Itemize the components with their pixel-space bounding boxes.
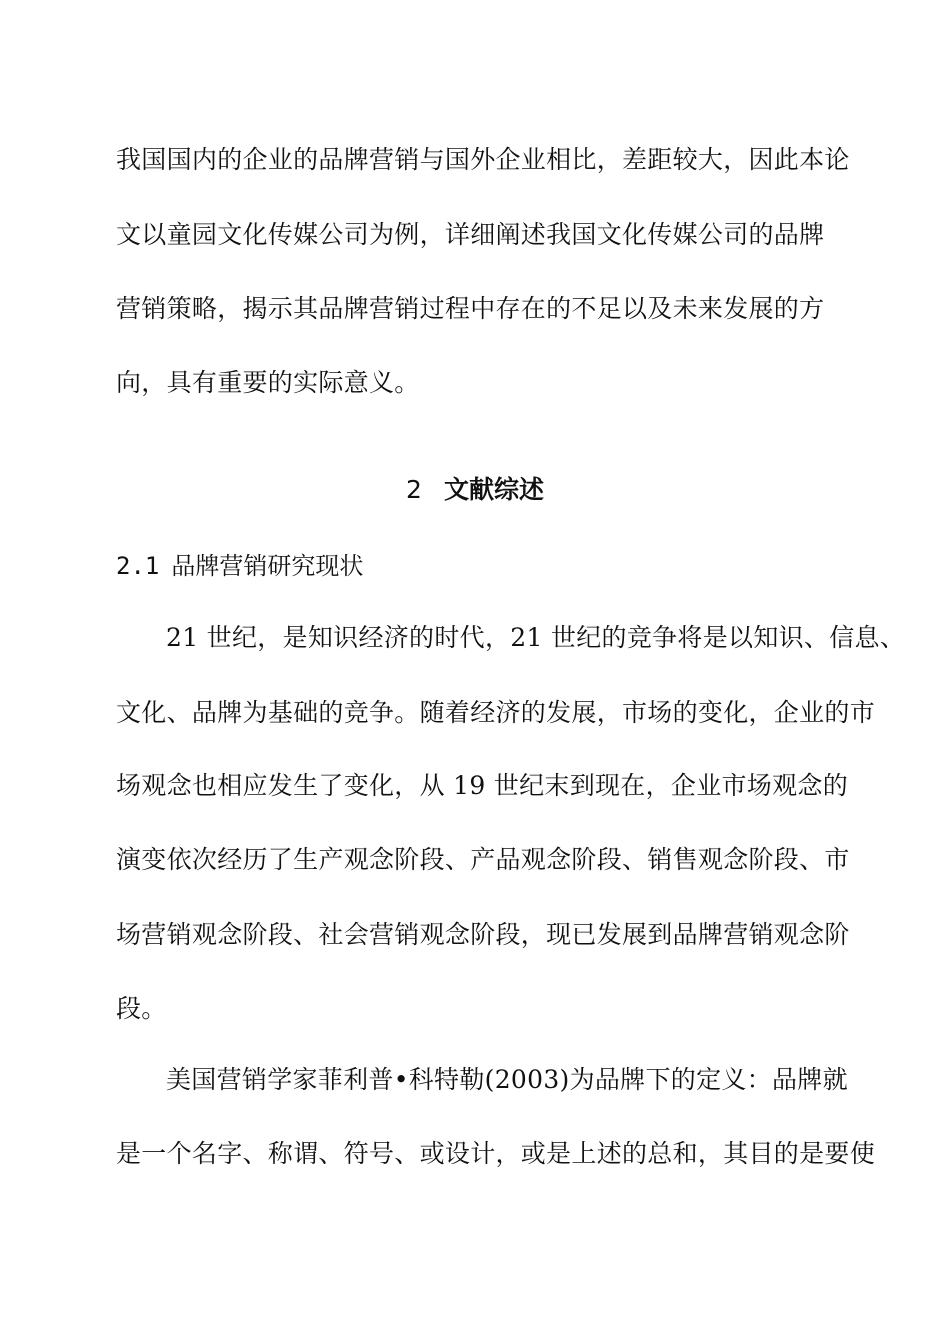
paragraph1-line-3: 场观念也相应发生了变化，从 19 世纪末到现在，企业市场观念的 [116, 771, 849, 800]
paragraph2-line-2: 是一个名字、称谓、符号、或设计，或是上述的总和，其目的是要使 [116, 1139, 876, 1168]
paragraph1-line-2: 文化、品牌为基础的竞争。随着经济的发展，市场的变化，企业的市 [116, 698, 876, 727]
paragraph1-line-1: 21 世纪，是知识经济的时代，21 世纪的竞争将是以知识、信息、 [166, 623, 906, 652]
subsection-number: 2.1 [116, 552, 160, 580]
intro-line-2: 文以童园文化传媒公司为例，详细阐述我国文化传媒公司的品牌 [116, 220, 825, 249]
subsection-title: 品牌营销研究现状 [171, 552, 364, 580]
section-number: 2 [406, 475, 422, 504]
subsection-heading [116, 549, 363, 583]
paragraph2-line-1: 美国营销学家菲利普•科特勒(2003)为品牌下的定义：品牌就 [166, 1065, 848, 1094]
intro-line-4: 向，具有重要的实际意义。 [116, 368, 420, 397]
paragraph1-line-6: 段。 [116, 994, 167, 1023]
section-title: 文献综述 [443, 475, 544, 504]
intro-line-1: 我国国内的企业的品牌营销与国外企业相比，差距较大，因此本论 [116, 145, 850, 174]
paragraph1-line-4: 演变依次经历了生产观念阶段、产品观念阶段、销售观念阶段、市 [116, 845, 850, 874]
intro-line-3: 营销策略，揭示其品牌营销过程中存在的不足以及未来发展的方 [116, 294, 825, 323]
paragraph1-line-5: 场营销观念阶段、社会营销观念阶段，现已发展到品牌营销观念阶 [116, 920, 850, 949]
section-heading [0, 473, 950, 507]
